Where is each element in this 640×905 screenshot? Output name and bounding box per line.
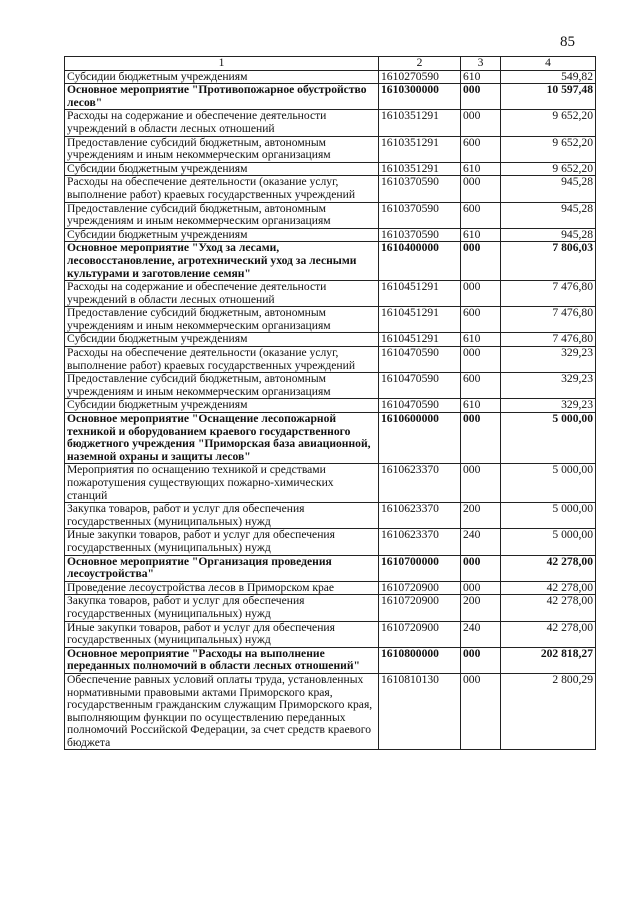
expense-type-cell: 000 — [461, 176, 501, 202]
amount-cell: 945,28 — [501, 202, 596, 228]
table-row — [65, 464, 596, 503]
target-code-cell: 1610400000 — [379, 242, 461, 281]
target-code-cell: 1610623370 — [379, 503, 461, 529]
expense-name-cell: Иные закупки товаров, работ и услуг для обеспечения государственных (муниципальных) нужд — [65, 529, 379, 555]
table-row — [65, 84, 596, 110]
amount-cell: 329,23 — [501, 347, 596, 373]
table-row — [65, 581, 596, 595]
amount-cell: 7 806,03 — [501, 242, 596, 281]
expense-name-cell: Основное мероприятие "Расходы на выполнение переданных полномочий в области лесных отношений" — [65, 647, 379, 673]
amount-cell: 549,82 — [501, 70, 596, 84]
table-row — [65, 595, 596, 621]
amount-cell: 7 476,80 — [501, 281, 596, 307]
amount-cell: 329,23 — [501, 399, 596, 413]
target-code-cell: 1610270590 — [379, 70, 461, 84]
expense-name-cell: Субсидии бюджетным учреждениям — [65, 399, 379, 413]
target-code-cell: 1610623370 — [379, 464, 461, 503]
amount-cell: 7 476,80 — [501, 333, 596, 347]
expense-type-cell: 000 — [461, 647, 501, 673]
amount-cell: 42 278,00 — [501, 595, 596, 621]
target-code-cell: 1610370590 — [379, 202, 461, 228]
target-code-cell: 1610451291 — [379, 307, 461, 333]
table-row — [65, 333, 596, 347]
expense-type-cell: 000 — [461, 281, 501, 307]
amount-cell: 945,28 — [501, 228, 596, 242]
amount-cell: 42 278,00 — [501, 621, 596, 647]
target-code-cell: 1610700000 — [379, 555, 461, 581]
amount-cell: 5 000,00 — [501, 529, 596, 555]
table-row — [65, 373, 596, 399]
amount-cell: 7 476,80 — [501, 307, 596, 333]
table-row — [65, 413, 596, 464]
expense-name-cell: Обеспечение равных условий оплаты труда, установленных нормативными правовыми актами Приморского края, государственным гражданским служащим Приморского края, выполняющим функции по осуществлению переданных полномочий Российской Федерации, за счет средств краевого бюджета — [65, 673, 379, 750]
amount-cell: 42 278,00 — [501, 555, 596, 581]
expense-type-cell: 600 — [461, 202, 501, 228]
expense-type-cell: 200 — [461, 595, 501, 621]
table-row — [65, 529, 596, 555]
expense-name-cell: Расходы на содержание и обеспечение деятельности учреждений в области лесных отношений — [65, 110, 379, 136]
column-header-2: 2 — [379, 57, 461, 71]
page-number: 85 — [560, 34, 575, 50]
amount-cell: 9 652,20 — [501, 162, 596, 176]
expense-name-cell: Основное мероприятие "Противопожарное обустройство лесов" — [65, 84, 379, 110]
amount-cell: 5 000,00 — [501, 413, 596, 464]
amount-cell: 945,28 — [501, 176, 596, 202]
expense-type-cell: 000 — [461, 84, 501, 110]
expense-name-cell: Субсидии бюджетным учреждениям — [65, 228, 379, 242]
table-row — [65, 242, 596, 281]
expense-name-cell: Основное мероприятие "Организация проведения лесоустройства" — [65, 555, 379, 581]
expense-name-cell: Предоставление субсидий бюджетным, автономным учреждениям и иным некоммерческим организациям — [65, 373, 379, 399]
table-header-row — [65, 57, 596, 71]
target-code-cell: 1610800000 — [379, 647, 461, 673]
expense-name-cell: Предоставление субсидий бюджетным, автономным учреждениям и иным некоммерческим организациям — [65, 307, 379, 333]
target-code-cell: 1610351291 — [379, 110, 461, 136]
expense-type-cell: 200 — [461, 503, 501, 529]
expense-name-cell: Закупка товаров, работ и услуг для обеспечения государственных (муниципальных) нужд — [65, 595, 379, 621]
expense-type-cell: 610 — [461, 333, 501, 347]
table-row — [65, 621, 596, 647]
amount-cell: 2 800,29 — [501, 673, 596, 750]
expense-type-cell: 000 — [461, 555, 501, 581]
expense-name-cell: Предоставление субсидий бюджетным, автономным учреждениям и иным некоммерческим организациям — [65, 202, 379, 228]
expense-name-cell: Субсидии бюджетным учреждениям — [65, 162, 379, 176]
expense-type-cell: 600 — [461, 307, 501, 333]
expense-name-cell: Субсидии бюджетным учреждениям — [65, 70, 379, 84]
table-row — [65, 162, 596, 176]
table-row — [65, 399, 596, 413]
expense-name-cell: Мероприятия по оснащению техникой и средствами пожаротушения существующих пожарно-химических станций — [65, 464, 379, 503]
table-row — [65, 347, 596, 373]
amount-cell: 202 818,27 — [501, 647, 596, 673]
expense-name-cell: Субсидии бюджетным учреждениям — [65, 333, 379, 347]
target-code-cell: 1610370590 — [379, 176, 461, 202]
table-row — [65, 673, 596, 750]
expense-name-cell: Расходы на содержание и обеспечение деятельности учреждений в области лесных отношений — [65, 281, 379, 307]
expense-type-cell: 610 — [461, 162, 501, 176]
target-code-cell: 1610351291 — [379, 136, 461, 162]
expense-type-cell: 000 — [461, 673, 501, 750]
amount-cell: 10 597,48 — [501, 84, 596, 110]
target-code-cell: 1610623370 — [379, 529, 461, 555]
expense-type-cell: 000 — [461, 347, 501, 373]
target-code-cell: 1610720900 — [379, 595, 461, 621]
expense-type-cell: 000 — [461, 581, 501, 595]
target-code-cell: 1610470590 — [379, 399, 461, 413]
table-row — [65, 503, 596, 529]
expense-type-cell: 240 — [461, 621, 501, 647]
table-row — [65, 136, 596, 162]
target-code-cell: 1610351291 — [379, 162, 461, 176]
target-code-cell: 1610810130 — [379, 673, 461, 750]
table-row — [65, 110, 596, 136]
target-code-cell: 1610600000 — [379, 413, 461, 464]
target-code-cell: 1610720900 — [379, 581, 461, 595]
table-row — [65, 281, 596, 307]
table-row — [65, 228, 596, 242]
expense-type-cell: 610 — [461, 70, 501, 84]
amount-cell: 42 278,00 — [501, 581, 596, 595]
budget-table — [64, 56, 596, 750]
target-code-cell: 1610300000 — [379, 84, 461, 110]
expense-type-cell: 000 — [461, 242, 501, 281]
amount-cell: 9 652,20 — [501, 136, 596, 162]
table-row — [65, 647, 596, 673]
target-code-cell: 1610451291 — [379, 281, 461, 307]
target-code-cell: 1610451291 — [379, 333, 461, 347]
expense-name-cell: Расходы на обеспечение деятельности (оказание услуг, выполнение работ) краевых государственных учреждений — [65, 347, 379, 373]
table-row — [65, 555, 596, 581]
expense-name-cell: Расходы на обеспечение деятельности (оказание услуг, выполнение работ) краевых государственных учреждений — [65, 176, 379, 202]
amount-cell: 5 000,00 — [501, 503, 596, 529]
expense-name-cell: Иные закупки товаров, работ и услуг для обеспечения государственных (муниципальных) нужд — [65, 621, 379, 647]
expense-type-cell: 610 — [461, 228, 501, 242]
amount-cell: 329,23 — [501, 373, 596, 399]
expense-type-cell: 000 — [461, 413, 501, 464]
column-header-4: 4 — [501, 57, 596, 71]
expense-type-cell: 240 — [461, 529, 501, 555]
expense-type-cell: 000 — [461, 110, 501, 136]
target-code-cell: 1610470590 — [379, 347, 461, 373]
amount-cell: 9 652,20 — [501, 110, 596, 136]
target-code-cell: 1610370590 — [379, 228, 461, 242]
amount-cell: 5 000,00 — [501, 464, 596, 503]
table-row — [65, 202, 596, 228]
table-row — [65, 70, 596, 84]
expense-type-cell: 600 — [461, 136, 501, 162]
table-row — [65, 176, 596, 202]
column-header-3: 3 — [461, 57, 501, 71]
column-header-1: 1 — [65, 57, 379, 71]
expense-type-cell: 000 — [461, 464, 501, 503]
expense-name-cell: Проведение лесоустройства лесов в Приморском крае — [65, 581, 379, 595]
expense-type-cell: 610 — [461, 399, 501, 413]
target-code-cell: 1610470590 — [379, 373, 461, 399]
expense-name-cell: Основное мероприятие "Уход за лесами, лесовосстановление, агротехнический уход за лесными культурами и заготовление семян" — [65, 242, 379, 281]
expense-name-cell: Предоставление субсидий бюджетным, автономным учреждениям и иным некоммерческим организациям — [65, 136, 379, 162]
expense-name-cell: Основное мероприятие "Оснащение лесопожарной техникой и оборудованием краевого государственного бюджетного учреждения "Приморская база авиационной, наземной охраны и защиты лесов" — [65, 413, 379, 464]
target-code-cell: 1610720900 — [379, 621, 461, 647]
expense-name-cell: Закупка товаров, работ и услуг для обеспечения государственных (муниципальных) нужд — [65, 503, 379, 529]
table-row — [65, 307, 596, 333]
expense-type-cell: 600 — [461, 373, 501, 399]
